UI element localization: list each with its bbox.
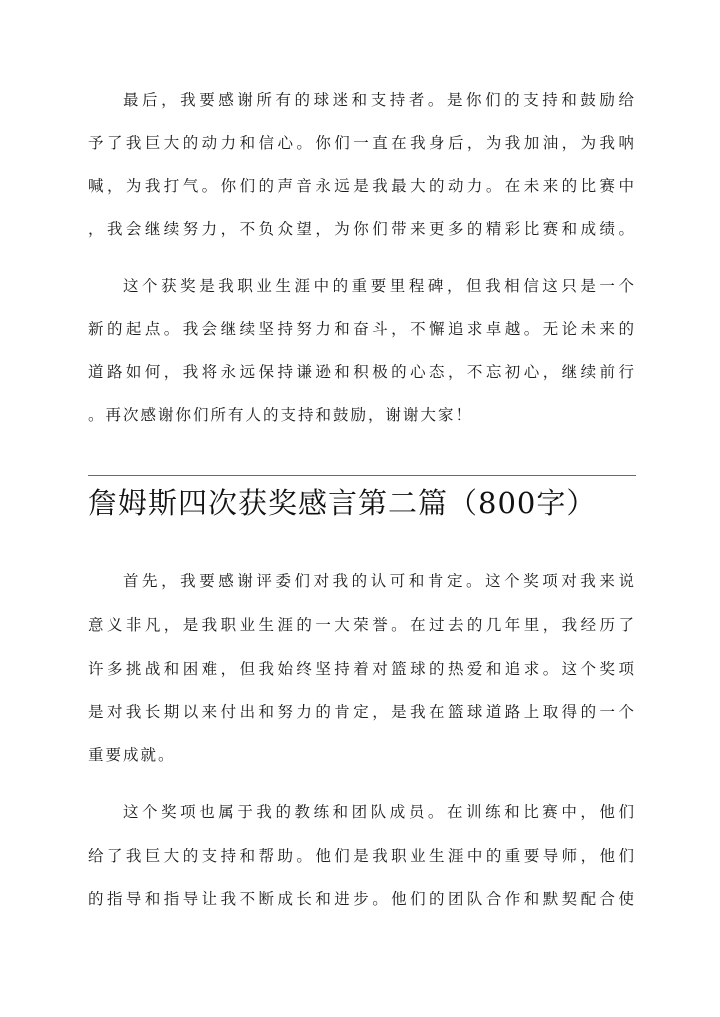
text-line: 这个奖项也属于我的教练和团队成员。在训练和比赛中，他们 (123, 803, 636, 821)
text-line: 首先，我要感谢评委们对我的认可和肯定。这个奖项对我来说 (123, 572, 636, 590)
section-divider (88, 475, 636, 476)
text-line: ，我会继续努力，不负众望，为你们带来更多的精彩比赛和成绩。 (88, 220, 636, 238)
text-line: 道路如何，我将永远保持谦逊和积极的心态，不忘初心，继续前行 (88, 363, 636, 381)
text-line: 许多挑战和困难，但我始终坚持着对篮球的热爱和追求。这个奖项 (88, 660, 636, 678)
text-line: 予了我巨大的动力和信心。你们一直在我身后，为我加油，为我呐 (88, 134, 636, 152)
text-line: 意义非凡，是我职业生涯的一大荣誉。在过去的几年里，我经历了 (88, 616, 636, 634)
text-line: 是对我长期以来付出和努力的肯定，是我在篮球道路上取得的一个 (88, 703, 636, 721)
text-line: 给了我巨大的支持和帮助。他们是我职业生涯中的重要导师，他们 (88, 847, 636, 865)
text-line: 最后，我要感谢所有的球迷和支持者。是你们的支持和鼓励给 (123, 91, 636, 109)
text-line: 重要成就。 (88, 746, 176, 764)
section-heading: 詹姆斯四次获奖感言第二篇（800字） (88, 486, 597, 520)
text-line: 的指导和指导让我不断成长和进步。他们的团队合作和默契配合使 (88, 890, 636, 908)
text-line: 新的起点。我会继续坚持努力和奋斗，不懈追求卓越。无论未来的 (88, 320, 636, 338)
text-line: 这个获奖是我职业生涯中的重要里程碑，但我相信这只是一个 (123, 277, 636, 295)
text-line: 。再次感谢你们所有人的支持和鼓励，谢谢大家！ (88, 406, 474, 424)
text-line: 喊，为我打气。你们的声音永远是我最大的动力。在未来的比赛中 (88, 177, 636, 195)
